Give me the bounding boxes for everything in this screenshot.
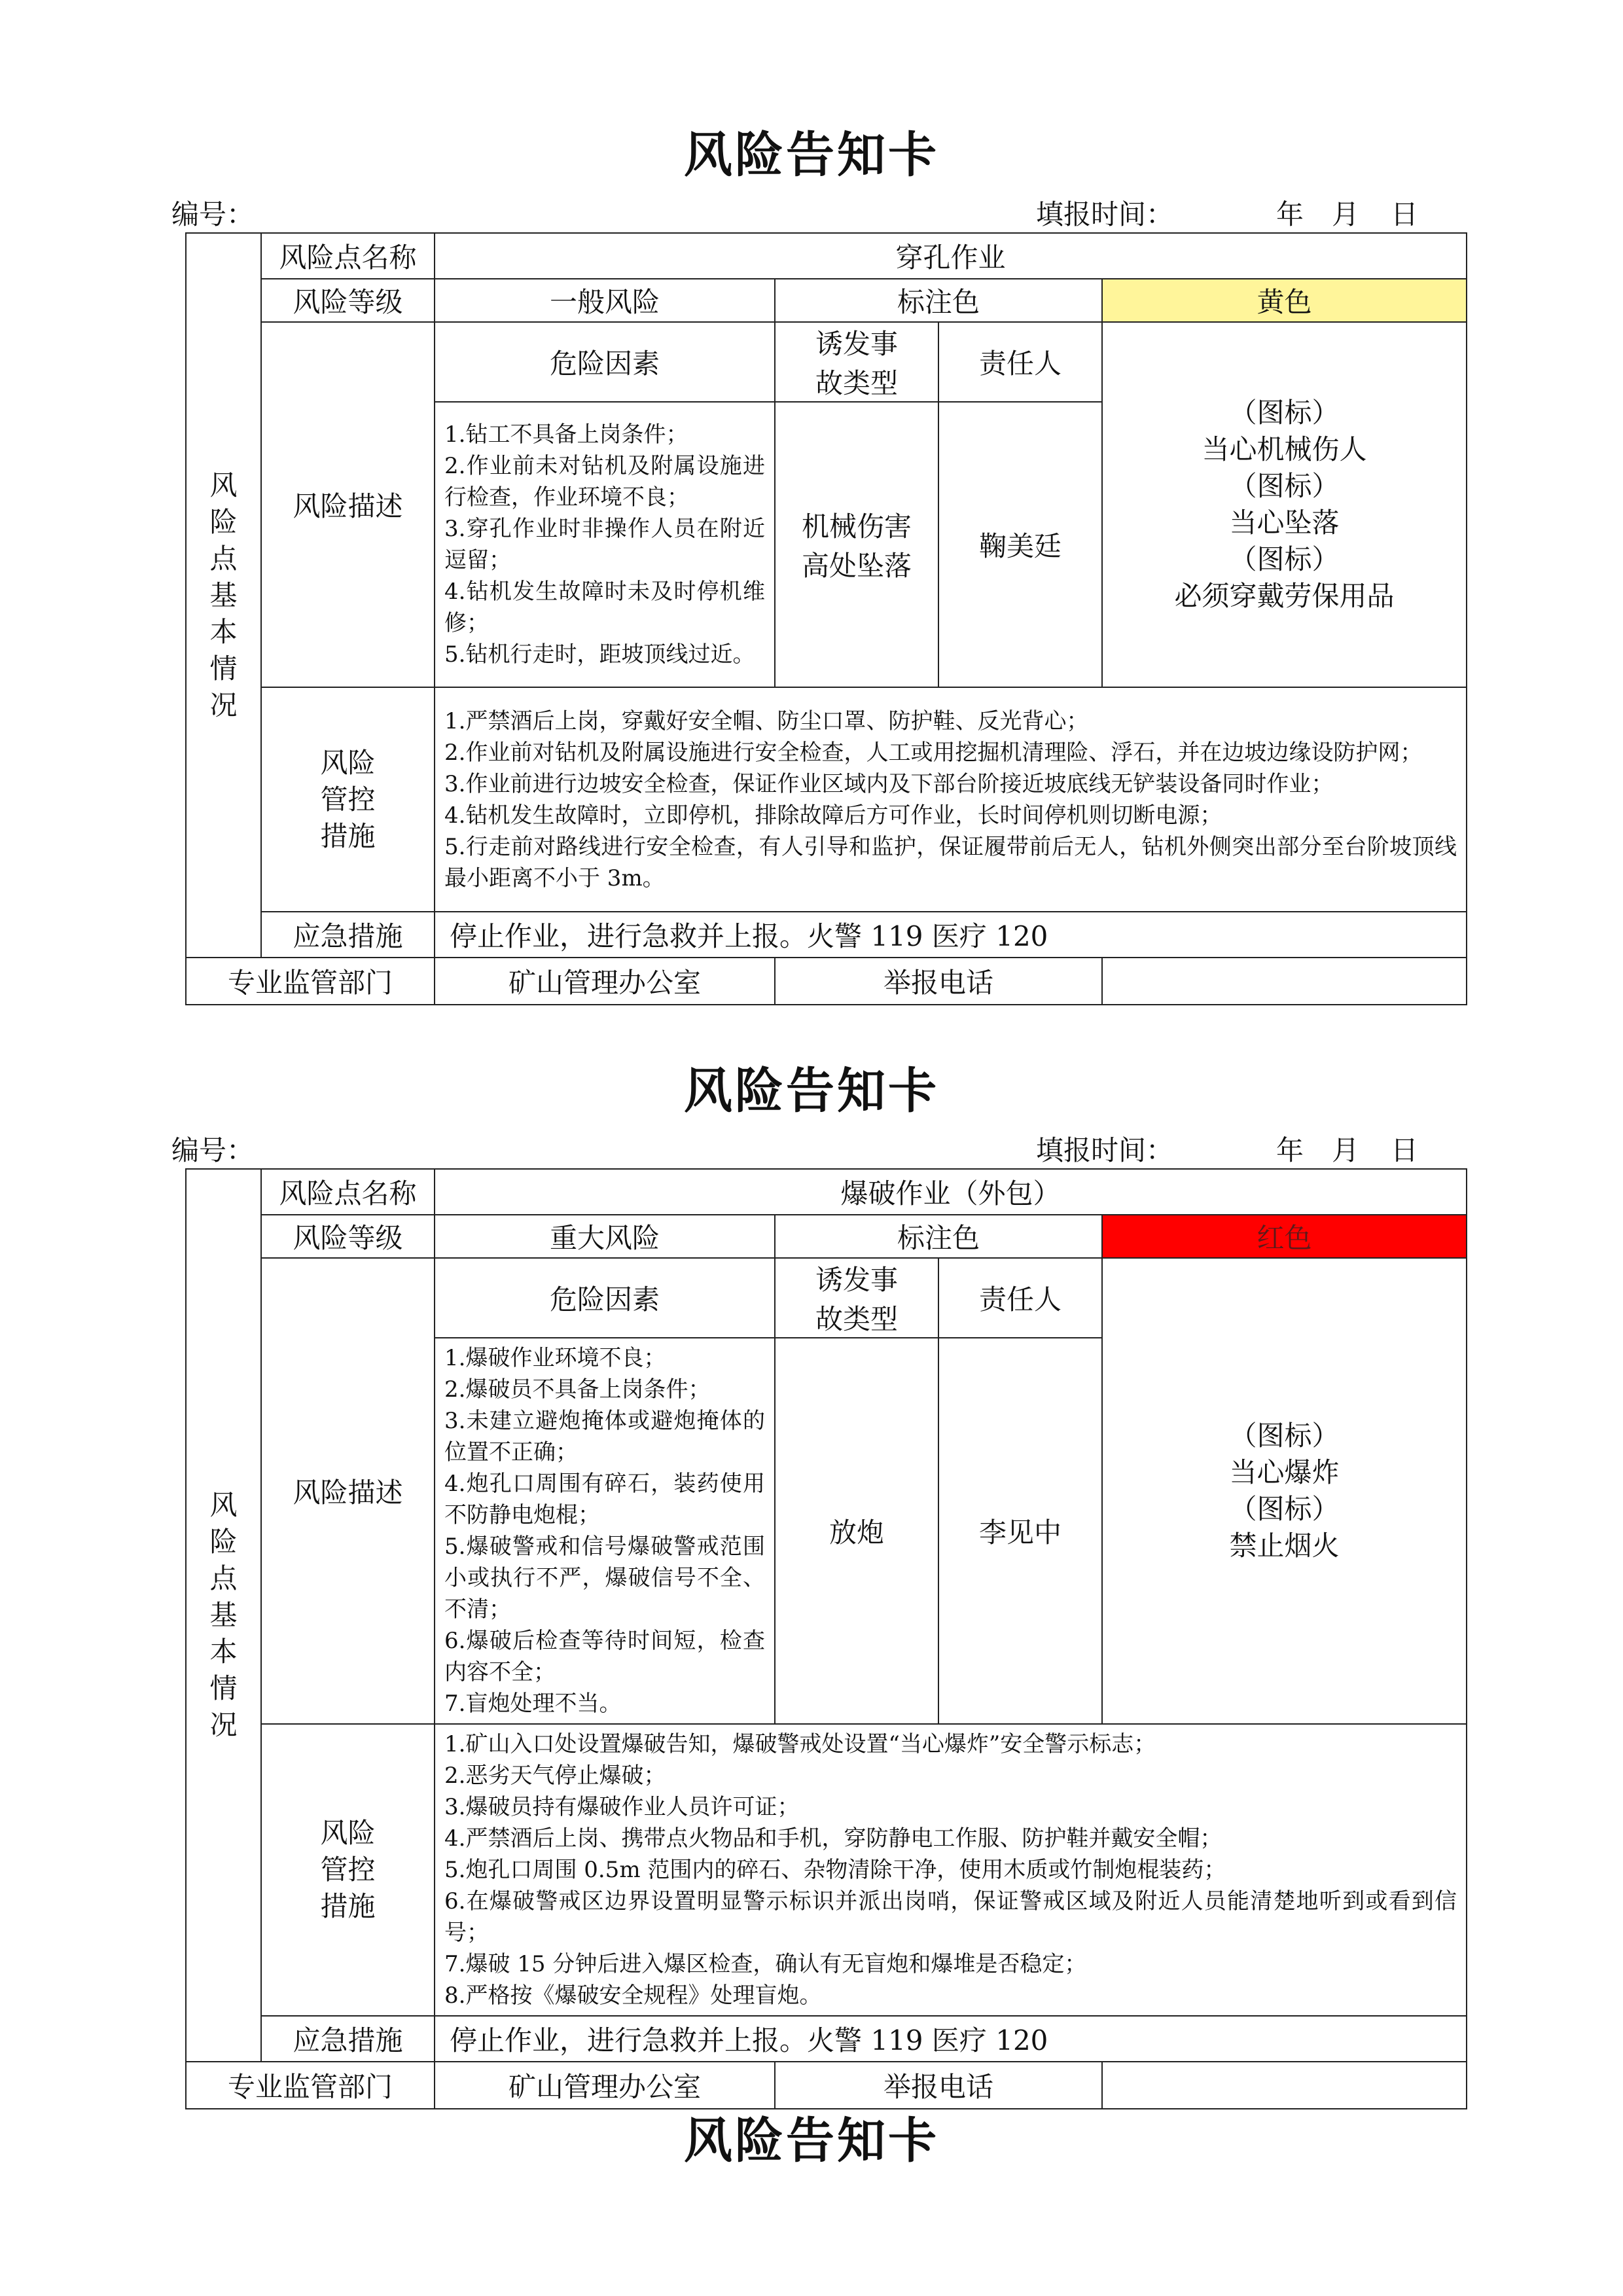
card-1-month: 月 [1332,198,1360,230]
card-2-dept-label: 专业监管部门 [186,2062,435,2109]
list-item: 7.爆破 15 分钟后进入爆区检查，确认有无盲炮和爆堆是否稳定； [444,1951,1087,1977]
list-item: 6.在爆破警戒区边界设置明显警示标识并派出岗哨，保证警戒区域及附近人员能清楚地听到或看到信号； [444,1888,1457,1946]
card-2-date-label: 填报时间： [1036,1134,1174,1166]
card-1-hazard-header: 危险因素 [435,322,775,402]
list-item: 4.严禁酒后上岗、携带点火物品和手机，穿防静电工作服、防护鞋并戴安全帽； [444,1825,1222,1852]
card-1-dept: 矿山管理办公室 [435,958,775,1005]
icon-placeholder: （图标） [1229,397,1340,429]
icon-placeholder: （图标） [1229,1493,1340,1525]
card-2-accident-header: 诱发事 故类型 [775,1258,938,1338]
list-item: 1.爆破作业环境不良； [444,1345,666,1371]
card-2-accident-types: 放炮 [775,1338,938,1724]
card-2-point-name-label: 风险点名称 [261,1169,435,1215]
card-2-year: 年 [1276,1134,1304,1166]
card-1-year: 年 [1276,198,1304,230]
icon-placeholder: （图标） [1229,1420,1340,1452]
card-2-color-label: 标注色 [775,1215,1102,1258]
card-2-icons [1102,1258,1467,1724]
card-2-desc-label: 风险描述 [261,1258,435,1724]
icon-placeholder: （图标） [1229,470,1340,502]
list-item: 3.作业前进行边坡安全检查，保证作业区域内及下部台阶接近坡底线无铲装设备同时作业； [444,770,1334,797]
card-2-title: 风险告知卡 [684,1063,939,1119]
card-2-person-header: 责任人 [938,1258,1102,1338]
card-2-dept: 矿山管理办公室 [435,2062,775,2109]
card-1-table [185,232,1467,1005]
list-item: 3.穿孔作业时非操作人员在附近逗留； [444,516,765,573]
list-item: 5.行走前对路线进行安全检查，有人引导和监护，保证履带前后无人，钻机外侧突出部分至台阶坡顶线最小距离不小于 3m。 [444,833,1457,891]
card-1-day: 日 [1391,198,1419,230]
list-item: 3.未建立避炮掩体或避炮掩体的位置不正确； [444,1408,765,1465]
list-item: 6.爆破后检查等待时间短，检查内容不全； [444,1628,765,1685]
card-2-emergency-label: 应急措施 [261,2016,435,2062]
card-1-desc-label: 风险描述 [261,322,435,687]
card-2-month: 月 [1332,1134,1360,1166]
list-item: 4.钻机发生故障时，立即停机，排除故障后方可作业，长时间停机则切断电源； [444,802,1222,829]
card-1-color-swatch: 黄色 [1102,279,1467,322]
card-2-level-label: 风险等级 [261,1215,435,1258]
card-2-table [185,1168,1467,2109]
list-item: 7.盲炮处理不当。 [444,1691,622,1717]
list-item: 5.爆破警戒和信号爆破警戒范围小或执行不严，爆破信号不全、不清； [444,1534,765,1623]
card-1-icons [1102,322,1467,687]
card-1-control-list [435,687,1467,912]
warning-explosion-icon-label: 当心爆炸 [1229,1456,1340,1488]
list-item: 1.严禁酒后上岗，穿戴好安全帽、防尘口罩、防护鞋、反光背心； [444,708,1089,734]
card-2-control-label: 风险 管控 措施 [261,1724,435,2016]
list-item: 5.炮孔口周围 0.5m 范围内的碎石、杂物清除干净，使用木质或竹制炮棍装药； [444,1857,1226,1883]
card-1-person: 鞠美廷 [938,402,1102,687]
list-item: 2.作业前对钻机及附属设施进行安全检查，人工或用挖掘机清理险、浮石，并在边坡边缘设防护网； [444,739,1423,766]
list-item: 2.爆破员不具备上岗条件； [444,1376,711,1403]
card-1-hazard-list [435,402,775,687]
card-2-color-swatch: 红色 [1102,1215,1467,1258]
list-item: 5.钻机行走时，距坡顶线过近。 [444,641,755,668]
card-1-phone [1102,958,1467,1005]
card-1-color-label: 标注色 [775,279,1102,322]
card-1-emergency-label: 应急措施 [261,912,435,958]
card-1-number-label: 编号： [171,198,255,230]
card-2-emergency: 停止作业，进行急救并上报。火警 119 医疗 120 [435,2016,1467,2062]
list-item: 2.作业前未对钻机及附属设施进行检查，作业环境不良； [444,453,765,511]
card-1-person-header: 责任人 [938,322,1102,402]
list-item: 2.恶劣天气停止爆破； [444,1763,666,1789]
card-2-phone-label: 举报电话 [775,2062,1102,2109]
card-1-date-label: 填报时间： [1036,198,1174,230]
card-2-level: 重大风险 [435,1215,775,1258]
list-item: 8.严格按《爆破安全规程》处理盲炮。 [444,1982,822,2009]
card-1-point-name-label: 风险点名称 [261,233,435,279]
card-1-control-label: 风险 管控 措施 [261,687,435,912]
card-1-point-name: 穿孔作业 [435,233,1467,279]
card-1-phone-label: 举报电话 [775,958,1102,1005]
warning-mechanical-injury-icon-label: 当心机械伤人 [1202,433,1367,465]
no-fire-icon-label: 禁止烟火 [1229,1530,1340,1562]
card-1-level: 一般风险 [435,279,775,322]
list-item: 3.爆破员持有爆破作业人员许可证； [444,1794,800,1820]
card-2-number-label: 编号： [171,1134,255,1166]
card-2-control-list [435,1724,1467,2016]
card-2-person: 李见中 [938,1338,1102,1724]
list-item: 1.钻工不具备上岗条件； [444,422,688,448]
warning-fall-icon-label: 当心坠落 [1229,507,1340,539]
ppe-required-icon-label: 必须穿戴劳保用品 [1174,580,1395,612]
card-1-accident-header: 诱发事 故类型 [775,322,938,402]
card-1-title: 风险告知卡 [684,127,939,183]
card-1-dept-label: 专业监管部门 [186,958,435,1005]
card-2-hazard-header: 危险因素 [435,1258,775,1338]
card-2-day: 日 [1391,1134,1419,1166]
icon-placeholder: （图标） [1229,543,1340,575]
list-item: 4.钻机发生故障时未及时停机维修； [444,579,765,636]
card-2-hazard-list [435,1338,775,1724]
list-item: 1.矿山入口处设置爆破告知，爆破警戒处设置“当心爆炸”安全警示标志； [444,1731,1156,1757]
card-1-emergency: 停止作业，进行急救并上报。火警 119 医疗 120 [435,912,1467,958]
card-1-side-label: 风 险 点 基 本 情 况 [186,233,261,958]
card-1-level-label: 风险等级 [261,279,435,322]
card-3-title: 风险告知卡 [684,2113,939,2169]
card-2-side-label: 风 险 点 基 本 情 况 [186,1169,261,2062]
list-item: 4.炮孔口周围有碎石，装药使用不防静电炮棍； [444,1471,765,1528]
card-1-accident-types: 机械伤害 高处坠落 [775,402,938,687]
card-2-point-name: 爆破作业（外包） [435,1169,1467,1215]
